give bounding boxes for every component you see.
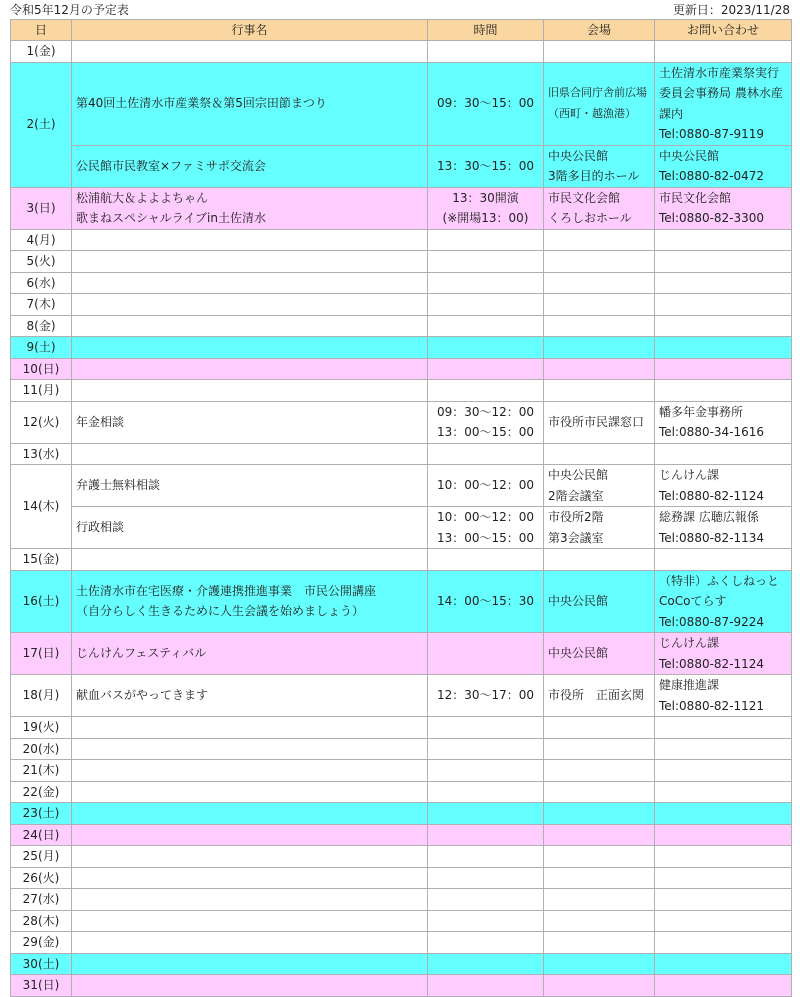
contact-cell xyxy=(655,910,792,932)
event-cell xyxy=(72,760,428,782)
venue-cell xyxy=(544,932,655,954)
event-line: 松浦航大＆よよよちゃん xyxy=(76,190,209,205)
contact-cell xyxy=(655,401,792,443)
venue-cell xyxy=(544,760,655,782)
venue-cell xyxy=(544,337,655,359)
contact-line: 総務課 広聴広報係 xyxy=(659,510,759,524)
schedule-row xyxy=(11,187,792,229)
time-cell xyxy=(428,465,544,507)
schedule-body xyxy=(11,41,792,997)
contact-cell xyxy=(655,675,792,717)
day-cell: 18(月) xyxy=(11,675,72,717)
venue-cell xyxy=(544,380,655,402)
time-cell xyxy=(428,889,544,911)
contact-cell xyxy=(655,358,792,380)
time-cell xyxy=(428,443,544,465)
event-cell xyxy=(72,889,428,911)
schedule-row xyxy=(11,570,792,633)
event-line: 第40回土佐清水市産業祭＆第5回宗田節まつり xyxy=(76,96,327,111)
venue-line: くろしおホール xyxy=(548,211,632,225)
time-cell xyxy=(428,570,544,633)
day-cell: 4(月) xyxy=(11,229,72,251)
schedule-row xyxy=(11,465,792,507)
contact-cell xyxy=(655,975,792,997)
event-cell xyxy=(72,187,428,229)
schedule-row xyxy=(11,401,792,443)
day-cell: 5(火) xyxy=(11,251,72,273)
day-cell: 2(土) xyxy=(11,62,72,187)
event-cell xyxy=(72,294,428,316)
contact-line: 委員会事務局 農林水産 xyxy=(659,86,783,100)
schedule-row xyxy=(11,251,792,273)
time-cell xyxy=(428,824,544,846)
contact-cell xyxy=(655,760,792,782)
contact-line: （特非）ふくしねっと xyxy=(659,573,780,588)
schedule-row xyxy=(11,889,792,911)
contact-cell xyxy=(655,889,792,911)
schedule-row xyxy=(11,738,792,760)
time-cell xyxy=(428,337,544,359)
contact-line: Tel:0880-82-1134 xyxy=(659,530,765,545)
page-title: 令和5年12月の予定表 xyxy=(10,3,129,17)
time-line: 10：00～12：00 xyxy=(436,478,535,493)
time-cell xyxy=(428,760,544,782)
contact-cell xyxy=(655,717,792,739)
time-cell xyxy=(428,358,544,380)
venue-cell xyxy=(544,443,655,465)
venue-cell xyxy=(544,465,655,507)
venue-cell xyxy=(544,824,655,846)
schedule-row xyxy=(11,675,792,717)
contact-cell xyxy=(655,570,792,633)
time-line: 14：00～15：30 xyxy=(436,594,535,608)
venue-cell xyxy=(544,975,655,997)
header-row xyxy=(11,20,792,41)
event-line: 公民館市民教室×ファミサポ交流会 xyxy=(76,158,266,173)
column-header-venue: 会場 xyxy=(544,20,655,41)
venue-cell xyxy=(544,187,655,229)
contact-cell xyxy=(655,781,792,803)
time-cell xyxy=(428,738,544,760)
contact-cell xyxy=(655,187,792,229)
venue-cell xyxy=(544,570,655,633)
contact-line: 幡多年金事務所 xyxy=(659,404,744,419)
venue-cell xyxy=(544,229,655,251)
contact-line: 市民文化会館 xyxy=(659,190,732,205)
schedule-row xyxy=(11,229,792,251)
event-cell xyxy=(72,910,428,932)
day-cell: 22(金) xyxy=(11,781,72,803)
day-cell: 20(水) xyxy=(11,738,72,760)
schedule-row xyxy=(11,380,792,402)
schedule-row xyxy=(11,824,792,846)
time-cell xyxy=(428,507,544,549)
event-cell xyxy=(72,380,428,402)
schedule-row xyxy=(11,549,792,571)
venue-line: 第3会議室 xyxy=(548,530,604,545)
schedule-table xyxy=(10,19,792,997)
time-cell xyxy=(428,549,544,571)
venue-line: 市役所市民課窓口 xyxy=(548,414,645,429)
day-cell: 31(日) xyxy=(11,975,72,997)
contact-cell xyxy=(655,549,792,571)
day-cell: 28(木) xyxy=(11,910,72,932)
venue-cell xyxy=(544,889,655,911)
event-cell xyxy=(72,953,428,975)
event-cell xyxy=(72,717,428,739)
schedule-row xyxy=(11,633,792,675)
time-line: 13：00～15：00 xyxy=(436,425,535,439)
day-cell: 15(金) xyxy=(11,549,72,571)
event-cell xyxy=(72,738,428,760)
day-cell: 10(日) xyxy=(11,358,72,380)
schedule-row xyxy=(11,507,792,549)
updated-date: 更新日：2023/11/28 xyxy=(672,3,790,17)
schedule-row xyxy=(11,717,792,739)
time-cell xyxy=(428,781,544,803)
time-cell xyxy=(428,380,544,402)
contact-line: 土佐清水市産業祭実行 xyxy=(659,65,780,80)
event-cell xyxy=(72,803,428,825)
event-cell xyxy=(72,932,428,954)
venue-cell xyxy=(544,294,655,316)
event-line: 献血バスがやってきます xyxy=(76,688,209,703)
event-cell xyxy=(72,443,428,465)
contact-line: Tel:0880-82-0472 xyxy=(659,169,765,183)
venue-line: （西町・越漁港） xyxy=(548,106,636,120)
column-header-time: 時間 xyxy=(428,20,544,41)
time-cell xyxy=(428,62,544,145)
time-line: 09：30～12：00 xyxy=(436,404,535,419)
time-cell xyxy=(428,803,544,825)
time-cell xyxy=(428,145,544,187)
contact-line: 課内 xyxy=(659,106,684,121)
venue-cell xyxy=(544,272,655,294)
contact-cell xyxy=(655,846,792,868)
day-cell: 26(火) xyxy=(11,867,72,889)
time-line: 09：30～15：00 xyxy=(436,96,535,111)
page-header xyxy=(0,0,800,19)
time-cell xyxy=(428,41,544,63)
event-cell xyxy=(72,675,428,717)
schedule-row xyxy=(11,272,792,294)
event-cell xyxy=(72,315,428,337)
schedule-row xyxy=(11,953,792,975)
time-line: 13：00～15：00 xyxy=(436,530,535,545)
time-cell xyxy=(428,910,544,932)
contact-cell xyxy=(655,380,792,402)
column-header-day: 日 xyxy=(11,20,72,41)
venue-cell xyxy=(544,251,655,273)
schedule-row xyxy=(11,443,792,465)
contact-line: Tel:0880-87-9224 xyxy=(659,614,765,629)
day-cell: 9(土) xyxy=(11,337,72,359)
event-cell xyxy=(72,41,428,63)
contact-line: Tel:0880-34-1616 xyxy=(659,425,765,439)
time-cell xyxy=(428,867,544,889)
venue-line: 中央公民館 xyxy=(548,468,609,482)
day-cell: 16(土) xyxy=(11,570,72,633)
contact-line: じんけん課 xyxy=(659,636,720,650)
contact-cell xyxy=(655,315,792,337)
contact-cell xyxy=(655,465,792,507)
venue-cell xyxy=(544,633,655,675)
contact-cell xyxy=(655,294,792,316)
venue-line: 中央公民館 xyxy=(548,148,609,163)
contact-cell xyxy=(655,507,792,549)
contact-cell xyxy=(655,145,792,187)
contact-cell xyxy=(655,633,792,675)
time-cell xyxy=(428,401,544,443)
day-cell: 27(水) xyxy=(11,889,72,911)
contact-cell xyxy=(655,229,792,251)
event-line: 年金相談 xyxy=(76,414,125,429)
contact-cell xyxy=(655,953,792,975)
venue-cell xyxy=(544,507,655,549)
schedule-row xyxy=(11,867,792,889)
contact-line: Tel:0880-82-3300 xyxy=(659,211,765,225)
day-cell: 29(金) xyxy=(11,932,72,954)
event-cell xyxy=(72,570,428,633)
venue-line: 市民文化会館 xyxy=(548,190,621,205)
day-cell: 6(水) xyxy=(11,272,72,294)
venue-line: 市役所 正面玄関 xyxy=(548,688,645,703)
venue-cell xyxy=(544,846,655,868)
schedule-row xyxy=(11,62,792,145)
contact-cell xyxy=(655,62,792,145)
contact-line: じんけん課 xyxy=(659,468,720,482)
venue-cell xyxy=(544,717,655,739)
venue-line: 中央公民館 xyxy=(548,594,609,608)
schedule-row xyxy=(11,932,792,954)
day-cell: 30(土) xyxy=(11,953,72,975)
time-cell xyxy=(428,953,544,975)
time-cell xyxy=(428,846,544,868)
event-cell xyxy=(72,975,428,997)
schedule-row xyxy=(11,760,792,782)
venue-line: 2階会議室 xyxy=(548,488,604,503)
contact-cell xyxy=(655,272,792,294)
event-line: 弁護士無料相談 xyxy=(76,478,161,493)
time-cell xyxy=(428,932,544,954)
event-cell xyxy=(72,62,428,145)
day-cell: 14(木) xyxy=(11,465,72,549)
event-cell xyxy=(72,824,428,846)
time-cell xyxy=(428,187,544,229)
column-header-contact: お問い合わせ xyxy=(655,20,792,41)
day-cell: 21(木) xyxy=(11,760,72,782)
contact-line: Tel:0880-82-1124 xyxy=(659,656,765,671)
schedule-header xyxy=(11,20,792,41)
venue-cell xyxy=(544,781,655,803)
schedule-row xyxy=(11,975,792,997)
event-cell xyxy=(72,507,428,549)
day-cell: 8(金) xyxy=(11,315,72,337)
time-line: 13：30～15：00 xyxy=(436,158,535,173)
venue-cell xyxy=(544,675,655,717)
time-cell xyxy=(428,251,544,273)
time-cell xyxy=(428,633,544,675)
event-line: 土佐清水市在宅医療・介護連携推進事業 市民公開講座 xyxy=(76,583,377,598)
event-line: 歌まねスペシャルライブin土佐清水 xyxy=(76,211,266,225)
venue-line: 市役所2階 xyxy=(548,510,604,524)
venue-cell xyxy=(544,867,655,889)
time-line: 12：30～17：00 xyxy=(436,688,535,703)
venue-cell xyxy=(544,358,655,380)
time-cell xyxy=(428,975,544,997)
contact-line: CoCoてらす xyxy=(659,594,727,608)
event-cell xyxy=(72,633,428,675)
contact-cell xyxy=(655,337,792,359)
venue-cell xyxy=(544,62,655,145)
time-cell xyxy=(428,675,544,717)
contact-cell xyxy=(655,443,792,465)
contact-cell xyxy=(655,251,792,273)
time-cell xyxy=(428,294,544,316)
venue-cell xyxy=(544,803,655,825)
venue-line: 中央公民館 xyxy=(548,646,609,661)
venue-cell xyxy=(544,315,655,337)
schedule-row xyxy=(11,803,792,825)
day-cell: 24(日) xyxy=(11,824,72,846)
day-cell: 3(日) xyxy=(11,187,72,229)
contact-line: Tel:0880-87-9119 xyxy=(659,127,765,141)
contact-cell xyxy=(655,932,792,954)
schedule-row xyxy=(11,781,792,803)
event-line: 行政相談 xyxy=(76,520,125,535)
column-header-event: 行事名 xyxy=(72,20,428,41)
time-cell xyxy=(428,229,544,251)
event-cell xyxy=(72,549,428,571)
venue-cell xyxy=(544,910,655,932)
time-cell xyxy=(428,272,544,294)
contact-cell xyxy=(655,738,792,760)
venue-cell xyxy=(544,738,655,760)
contact-line: Tel:0880-82-1121 xyxy=(659,698,765,713)
schedule-row xyxy=(11,846,792,868)
event-cell xyxy=(72,867,428,889)
contact-cell xyxy=(655,41,792,63)
venue-cell xyxy=(544,401,655,443)
day-cell: 1(金) xyxy=(11,41,72,63)
day-cell: 17(日) xyxy=(11,633,72,675)
day-cell: 25(月) xyxy=(11,846,72,868)
day-cell: 11(月) xyxy=(11,380,72,402)
event-cell xyxy=(72,337,428,359)
event-cell xyxy=(72,145,428,187)
contact-line: 中央公民館 xyxy=(659,148,720,163)
time-line: 10：00～12：00 xyxy=(436,510,535,524)
day-cell: 19(火) xyxy=(11,717,72,739)
event-cell xyxy=(72,272,428,294)
time-line: 13：30開演 xyxy=(452,190,519,205)
event-cell xyxy=(72,229,428,251)
day-cell: 13(水) xyxy=(11,443,72,465)
venue-cell xyxy=(544,549,655,571)
schedule-row xyxy=(11,910,792,932)
event-cell xyxy=(72,465,428,507)
event-cell xyxy=(72,846,428,868)
venue-line: 3階多目的ホール xyxy=(548,169,640,183)
venue-cell xyxy=(544,41,655,63)
time-cell xyxy=(428,315,544,337)
event-line: じんけんフェスティバル xyxy=(76,646,207,661)
event-cell xyxy=(72,781,428,803)
event-cell xyxy=(72,401,428,443)
schedule-row xyxy=(11,358,792,380)
event-line: （自分らしく生きるために人生会議を始めましょう） xyxy=(76,604,365,619)
contact-line: Tel:0880-82-1124 xyxy=(659,488,765,503)
contact-cell xyxy=(655,824,792,846)
time-line: (※開場13：00) xyxy=(442,211,529,225)
venue-cell xyxy=(544,953,655,975)
day-cell: 7(木) xyxy=(11,294,72,316)
schedule-row xyxy=(11,145,792,187)
venue-line: 旧県合同庁舎前広場 xyxy=(548,86,647,99)
event-cell xyxy=(72,358,428,380)
schedule-row xyxy=(11,315,792,337)
schedule-row xyxy=(11,337,792,359)
schedule-row xyxy=(11,294,792,316)
contact-line: 健康推進課 xyxy=(659,678,720,692)
time-cell xyxy=(428,717,544,739)
schedule-row xyxy=(11,41,792,63)
event-cell xyxy=(72,251,428,273)
contact-cell xyxy=(655,803,792,825)
contact-cell xyxy=(655,867,792,889)
day-cell: 23(土) xyxy=(11,803,72,825)
day-cell: 12(火) xyxy=(11,401,72,443)
venue-cell xyxy=(544,145,655,187)
